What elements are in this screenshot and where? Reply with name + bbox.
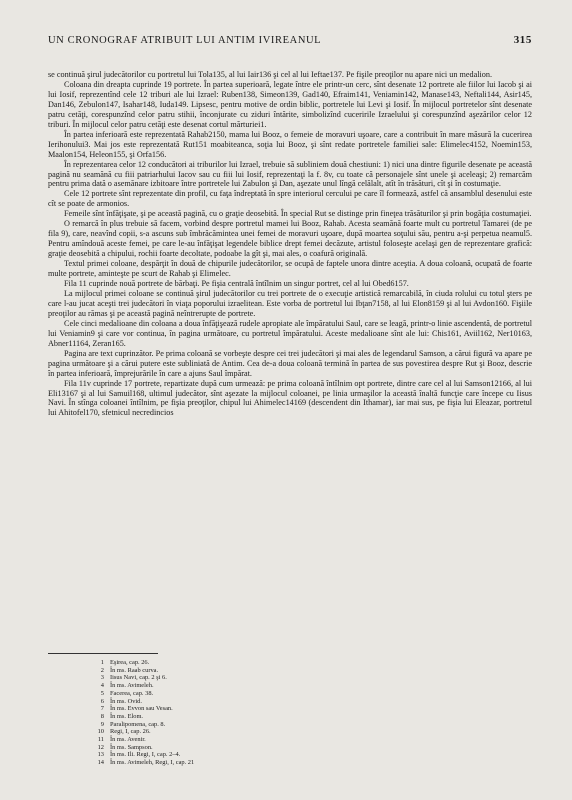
footnote [92,751,194,759]
footnote [92,705,194,713]
footnote [92,674,194,682]
footnote-number: 8 [100,712,104,720]
paragraph: Femeile sînt înfăţişate, şi pe această pagină, cu o graţie deosebită. În special Rut se distinge prin fineţea trăsăturilor şi prin bogăţia costumaţiei. [64,209,532,219]
footnote [92,713,194,721]
paragraph: În partea inferioară este reprezentată Rahab2150, mama lui Booz, o femeie de moravuri uşoare, care a contribuit în mare măsură la cucerirea Ierihonului3. Mai jos este reprezentată Rut151 moabiteanca, soţia lui Booz, şi sînt redate portretele familiei sale: Elimelec4152, Noemin153, Maalon154, Heleon155, şi Orfa156. [48,129,532,159]
footnote-text: În ms. Avimeleh, Regi, I, cap. 21 [110,759,195,767]
footnote-number: 5 [100,689,104,697]
footnote-number: 12 [97,743,104,751]
paragraph: Fila 11v cuprinde 17 portrete, repartizate după cum urmează: pe prima coloană întîlnim opt portrete, dintre care cel al lui Samson12166, al lui Eli13167 şi al lui Samuil168, ultimul judecător, sînt aşezate la mijlocul coloanei, pe linia urmaşilor la această înaltă funcţie care începe cu Iisus Navi. În stînga coloanei întîlnim, pe fişia preoţilor, chipul lui Ahimelec14169 (descendent din Ithamar), iar mai sus, pe fişia lui Eleazar, portretul lui Ahitofel170, sfetnicul necredincios [48,378,532,418]
footnote [92,728,194,736]
footnote-text: În ms. Elom. [110,712,144,720]
footnote [92,759,194,767]
paragraph: Cele 12 portrete sînt reprezentate din profil, cu faţa îndreptată în spre interiorul cercului pe care îl formează, astfel că ansamblul desenului este cît se poate de armonios. [48,189,532,209]
footnote-text: Regi, I, cap. 26. [110,728,151,736]
footnote-text: Eşirea, cap. 26. [110,659,150,666]
footnote [92,721,194,729]
footnotes [92,659,194,767]
paragraph: O remarcă în plus trebuie să facem, vorbind despre portretul mamei lui Booz, Rahab. Acesta seamănă foarte mult cu portretul Tamarei (de pe fila 9), care, neavînd copii, s-a ascuns sub îmbrăcămintea unei femei de moravuri uşoare, după moartea soţului său, pentru a-şi perpetua neamul5. Pentru amîndouă aceste femei, pe care le-au înfăţişat legendele biblice drept femei decăzute, artistul foloseşte acelaşi gen de reprezentare grafică: graţie deosebită a chipului, rochii foarte decoltate, podoabe la gît şi, mai ales, o coafură originală. [48,219,532,259]
footnote-number: 11 [97,736,104,744]
footnote [92,682,194,690]
paragraph: Cele cinci medalioane din coloana a doua înfăţişează rudele apropiate ale împăratului Saul, care se leagă, printr-o linie ascendentă, de portretul lui Veniamin9 şi care vor continua, în pagina următoare, cu portretul împăratului. Aceste medalioane sînt ale lui: Chis161, Aviil162, Ner10163, Abner11164, Zeran165. [48,318,532,348]
footnote-separator [48,653,158,654]
running-header [48,34,532,46]
footnote-text: În ms. Avimeleh. [110,682,154,690]
paragraph: În reprezentarea celor 12 conducători ai triburilor lui Izrael, trebuie să subliniem două chestiuni: 1) nici una dintre figurile desenate pe această pagină nu seamănă cu fiii patriarhului Iacov sau cu fiii lui Iosif, reprezentaţi la f. 8v, cu toate că personajele sînt unele şi aceleaşi; 2) remarcăm pentru prima dată o asemănare izbitoare între portretele lui Zabulon şi Dan, aşezate unul lîngă celălalt, atît în trăsături, cît şi în costumaţie. [48,159,532,189]
page-number: 315 [513,34,532,46]
footnote-text: În ms. Ili. Regi, I, cap. 2–4. [110,751,181,759]
footnote-text: Paralipomena, cap. 8. [110,720,166,728]
footnote-text: În ms. Evvon sau Vesan. [110,705,173,713]
footnote-number: 6 [100,697,104,705]
footnote-number: 9 [100,720,104,728]
body-text [48,70,532,418]
footnote-number: 1 [100,659,104,666]
footnote-text: În ms. Raab curva. [110,666,159,674]
footnote [92,690,194,698]
footnote-text: În ms. Ovid. [110,697,142,705]
footnote [92,659,194,667]
footnote-number: 4 [100,682,104,690]
footnote-text: În ms. Avenir. [110,736,146,744]
footnote-text: Iisus Navi, cap. 2 şi 6. [110,674,167,682]
footnote-number: 14 [97,759,104,767]
footnote-number: 7 [100,705,104,713]
paragraph: La mijlocul primei coloane se continuă şirul judecătorilor cu trei portrete de o execuţie artistică remarcabilă, în ciuda rolului cu totul şters pe care l-au jucat aceşti trei judecători în viaţa poporului izraelitean. Este vorba de portretul lui Ibţan7158, al lui Elon8159 şi al lui Avdon160. Fişiile preoţilor au rămas şi pe această pagină neîntrerupte de portrete. [48,288,532,318]
footnote [92,667,194,675]
paragraph: se continuă şirul judecătorilor cu portretul lui Tola135, al lui Iair136 şi cel al lui Ieftae137. Pe fişile preoţilor nu apare nici un medalion. [48,70,492,79]
paragraph: Fila 11 cuprinde nouă portrete de bărbaţi. Pe fişia centrală întîlnim un singur portret, cel al lui Obed6157. [64,279,409,289]
footnote-number: 2 [100,666,104,674]
footnote-text: Facerea, cap. 38. [110,689,154,697]
paragraph: Textul primei coloane, despărţit în două de chipurile judecătorilor, se ocupă de faptele unora dintre aceştia. A doua coloană, ocupată de foarte multe portrete, aminteşte pe scurt de Rahab şi Elimelec. [48,259,532,279]
footnote-number: 3 [100,674,104,682]
footnote-number: 10 [97,728,104,736]
footnote-text: În ms. Sampson. [110,743,153,751]
paragraph: Coloana din dreapta cuprinde 19 portrete. În partea superioară, legate între ele printr-un cerc, sînt desenate 12 portrete ale fiilor lui Iacob şi ai lui Iosif, reprezentînd cele 12 triburi ale lui Izrael: Ruben138, Simeon139, Gad140, Efraim141, Veniamin142, Manase143, Neftali144, Asir145, Dan146, Zebulon147, Isahar148, Iuda149. Lipsesc, pentru motive de ordin biblic, portretele lui Levi şi Iosif. În mijlocul portretelor sînt desenate patru cetăţi, corespunzînd celor patru stihii, înconjurate cu ziduri întărite, simbolizînd cuceririle Izraelului şi corespunzînd aşezărilor celor 12 triburi. În mijlocul celor patru cetăţi este desenat cortul mărturiei1. [48,79,532,129]
footnote-number: 13 [97,751,104,759]
paragraph: Pagina are text cuprinzător. Pe prima coloană se vorbeşte despre cei trei judecători şi mai ales de legendarul Samson, a cărui figură va apare pe pagina următoare şi a cărui putere este subliniată de Antim. Cea de-a doua coloană termină în partea de sus povestirea despre Rut şi Booz, descrie în partea inferioară, împrejurările în care a ajuns Saul împărat. [48,348,532,378]
footnote [92,736,194,744]
running-title: UN CRONOGRAF ATRIBUIT LUI ANTIM IVIREANUL [48,35,322,46]
